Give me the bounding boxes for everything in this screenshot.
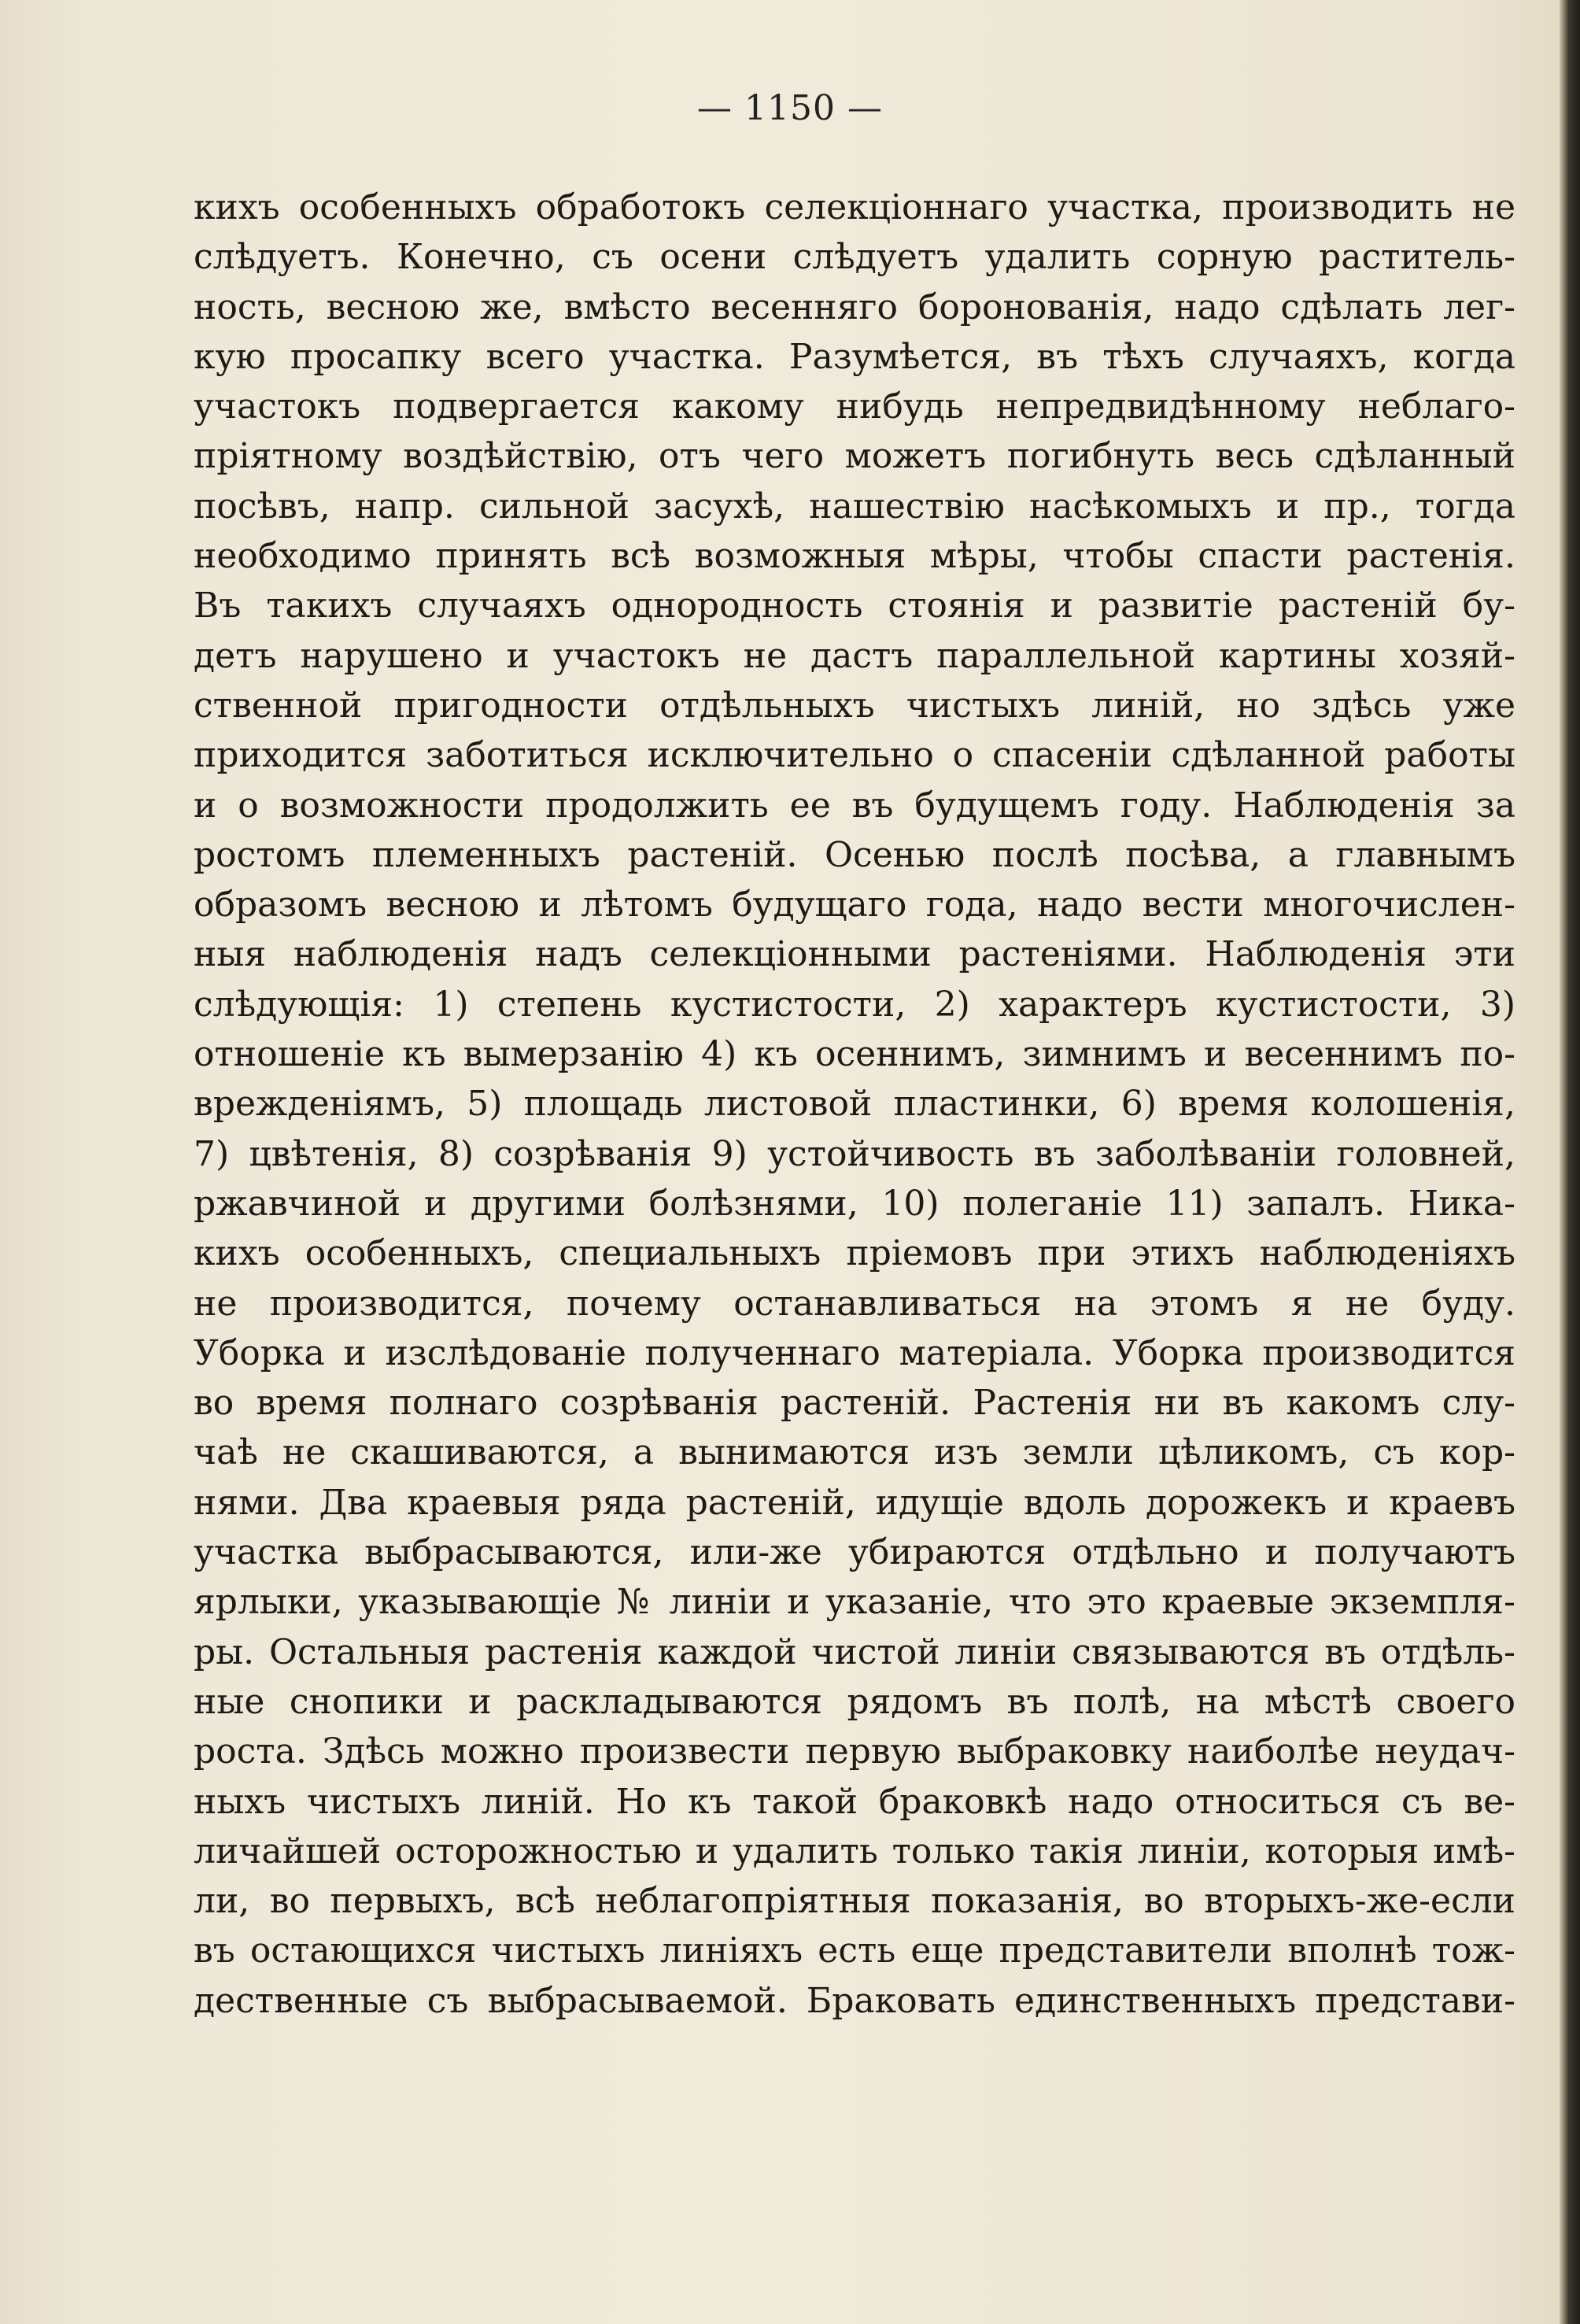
text-line: участокъ подвергается какому нибудь непредвидѣнному неблаго- [194, 386, 1515, 427]
text-line: ственной пригодности отдѣльныхъ чистыхъ линій, но здѣсь уже [194, 685, 1515, 726]
text-line: детъ нарушено и участокъ не дастъ параллельной картины хозяй- [194, 635, 1515, 676]
body-text [194, 183, 1515, 2026]
text-line: Въ такихъ случаяхъ однородность стоянія и развитіе растеній бу- [194, 586, 1515, 626]
text-line: ярлыки, указывающіе № линіи и указаніе, что это краевые экземпля- [194, 1582, 1515, 1623]
page-binding-edge [1560, 0, 1580, 2324]
text-line: кую просапку всего участка. Разумѣется, въ тѣхъ случаяхъ, когда [194, 336, 1515, 377]
text-line: отношеніе къ вымерзанію 4) къ осеннимъ, зимнимъ и весеннимъ по- [194, 1034, 1515, 1075]
text-line: во время полнаго созрѣванія растеній. Растенія ни въ какомъ слу- [194, 1383, 1515, 1424]
text-line: и о возможности продолжить ее въ будущемъ году. Наблюденія за [194, 785, 1515, 826]
text-line: не производится, почему останавливаться на этомъ я не буду. [194, 1283, 1515, 1324]
text-line: кихъ особенныхъ, специальныхъ пріемовъ при этихъ наблюденіяхъ [194, 1233, 1515, 1274]
text-line: ныя наблюденія надъ селекціонными растеніями. Наблюденія эти [194, 934, 1515, 975]
text-line: ныхъ чистыхъ линій. Но къ такой браковкѣ надо относиться съ ве- [194, 1781, 1515, 1822]
text-line: ли, во первыхъ, всѣ неблагопріятныя показанія, во вторыхъ-же-если [194, 1881, 1515, 1922]
text-line: пріятному воздѣйствію, отъ чего можетъ погибнуть весь сдѣланный [194, 436, 1515, 477]
text-line: чаѣ не скашиваются, а вынимаются изъ земли цѣликомъ, съ кор- [194, 1432, 1515, 1473]
text-line: ры. Остальныя растенія каждой чистой линіи связываются въ отдѣль- [194, 1631, 1515, 1672]
text-line: слѣдуетъ. Конечно, съ осени слѣдуетъ удалить сорную раститель- [194, 237, 1515, 278]
text-line: роста. Здѣсь можно произвести первую выбраковку наиболѣе неудач- [194, 1731, 1515, 1772]
text-line: образомъ весною и лѣтомъ будущаго года, надо вести многочислен- [194, 885, 1515, 926]
text-line: ростомъ племенныхъ растеній. Осенью послѣ посѣва, а главнымъ [194, 834, 1515, 875]
text-line: личайшей осторожностью и удалить только такія линіи, которыя имѣ- [194, 1831, 1515, 1871]
text-line: ные снопики и раскладываются рядомъ въ полѣ, на мѣстѣ своего [194, 1681, 1515, 1722]
text-line: Уборка и изслѣдованіе полученнаго матеріала. Уборка производится [194, 1332, 1515, 1373]
text-line: нями. Два краевыя ряда растеній, идущіе вдоль дорожекъ и краевъ [194, 1482, 1515, 1523]
text-line: дественные съ выбрасываемой. Браковать единственныхъ представи- [194, 1980, 1515, 2021]
text-line: посѣвъ, напр. сильной засухѣ, нашествію насѣкомыхъ и пр., тогда [194, 486, 1515, 527]
text-line: приходится заботиться исключительно о спасеніи сдѣланной работы [194, 735, 1515, 776]
text-line: участка выбрасываются, или-же убираются отдѣльно и получаютъ [194, 1532, 1515, 1573]
text-line: ность, весною же, вмѣсто весенняго боронованія, надо сдѣлать лег- [194, 286, 1515, 327]
text-line: въ остающихся чистыхъ линіяхъ есть еще представители вполнѣ тож- [194, 1931, 1515, 1971]
text-line: ржавчиной и другими болѣзнями, 10) полеганіе 11) запалъ. Ника- [194, 1183, 1515, 1224]
page-number: — 1150 — [697, 88, 883, 128]
text-line: врежденіямъ, 5) площадь листовой пластинки, 6) время колошенія, [194, 1084, 1515, 1125]
text-line: необходимо принять всѣ возможныя мѣры, чтобы спасти растенія. [194, 536, 1515, 577]
text-line: 7) цвѣтенія, 8) созрѣванія 9) устойчивость въ заболѣваніи головней, [194, 1133, 1515, 1174]
text-line: слѣдующія: 1) степень кустистости, 2) характеръ кустистости, 3) [194, 984, 1515, 1025]
text-line: кихъ особенныхъ обработокъ селекціоннаго участка, производить не [194, 187, 1515, 227]
